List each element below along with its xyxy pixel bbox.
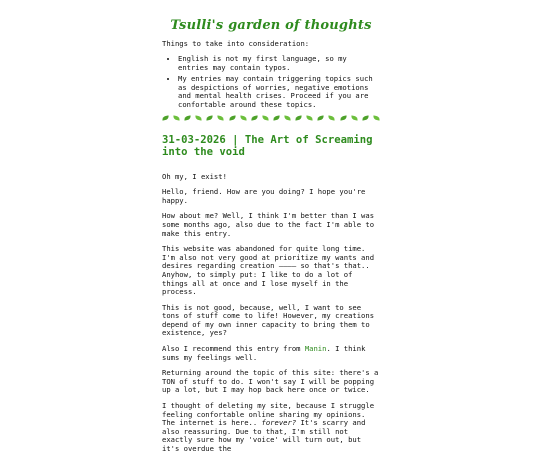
entry-paragraph — [162, 345, 380, 362]
entry-paragraph: Returning around the topic of this site: there's a TON of stuff to do. I won't say I will be popping up a lot, but I may hop back here once or twice. — [162, 368, 379, 395]
leaf-icon — [339, 115, 347, 120]
leaf-icon — [350, 115, 358, 120]
note-item: • English is not my first language, so my entries may contain typos. — [178, 55, 380, 72]
site-title: Tsulli's garden of thoughts — [170, 18, 372, 33]
entry-text: Also I recommend this entry from — [162, 344, 305, 354]
leaf-divider — [162, 114, 380, 122]
leaf-icon — [228, 115, 236, 120]
leaf-icon — [173, 115, 181, 120]
leaf-icon — [184, 115, 192, 120]
page-content — [162, 18, 380, 461]
leaf-icon — [306, 115, 314, 120]
leaf-icon — [195, 115, 203, 120]
leaf-icon — [284, 115, 292, 120]
note-item: • My entries may contain triggering topics such as despictions of worries, negative emotions and mental health crises. Proceed if you are confortable around these topics. — [178, 75, 380, 109]
leaf-icon — [262, 115, 270, 120]
entry-paragraph: This is not good, because, well, I want to see tons of stuff come to life! However, my creations depend of my own inner capacity to bring them to existence, yes? — [162, 302, 375, 338]
entry-text: I thought of deleting my site, because I struggle feeling confortable online sharing my opinions. The internet is here.. — [162, 401, 375, 428]
entry-paragraph — [162, 402, 380, 454]
leaf-icon — [317, 115, 325, 120]
emphasis-text: forever? — [261, 418, 297, 428]
entry-title: 31-03-2026 | The Art of Screaming into the void — [162, 133, 373, 159]
leaf-icon — [162, 115, 170, 120]
leaf-icon — [361, 115, 369, 120]
leaf-icon — [273, 115, 281, 120]
leaf-icon — [295, 115, 303, 120]
entry-paragraph: How about me? Well, I think I'm better than I was some months ago, also due to the fact I'm able to make this entry. — [162, 211, 375, 238]
intro-lead: Things to take into consideration: — [162, 39, 310, 48]
entry-text: . I think sums my feelings well. — [162, 344, 366, 362]
entry-paragraph: Hello, friend. How are you doing? I hope you're happy. — [162, 187, 366, 205]
entry-paragraph: Oh my, I exist! — [162, 171, 227, 181]
manin-link[interactable]: Manin — [304, 344, 327, 354]
notes-list — [162, 55, 380, 110]
leaf-icon — [206, 115, 214, 120]
leaf-icon — [250, 115, 258, 120]
entry-text: It's scarry and also reassuring. Due to that, I'm still not exactly sure how my 'voice' will turn out, but it's overdue the — [162, 418, 366, 453]
entry-paragraph: This website was abandoned for quite long time. I'm also not very good at prioritize my wants and desires regarding creation ———— so that's that.. Anyhow, to simply put: I like to do a lot of things all at once and I lose myself in the process. — [162, 244, 375, 297]
leaf-icon — [217, 115, 225, 120]
leaf-icon — [328, 115, 336, 120]
leaf-icon — [372, 115, 380, 120]
leaf-icon — [239, 115, 247, 120]
